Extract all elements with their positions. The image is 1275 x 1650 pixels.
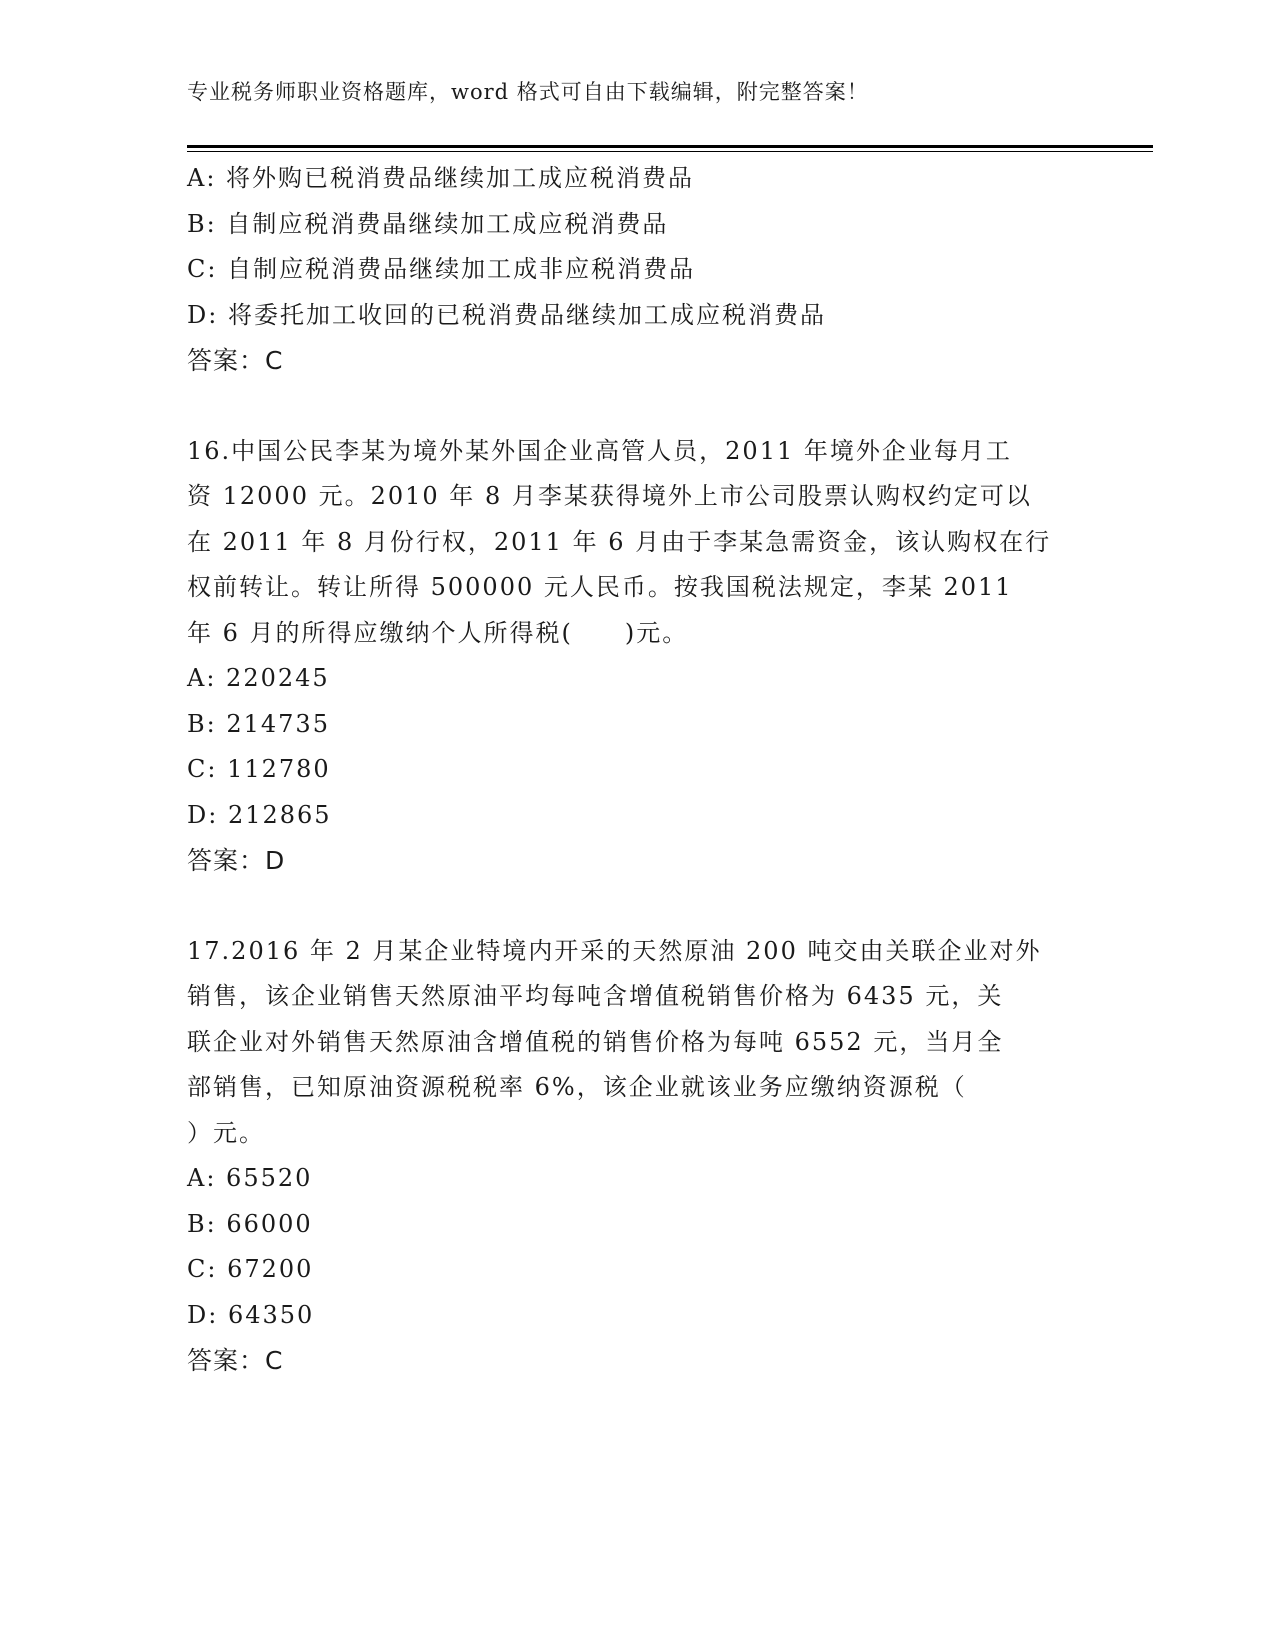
stem-line: 部销售，已知原油资源税税率 6%，该企业就该业务应缴纳资源税（ xyxy=(187,1073,967,1101)
header-note: 专业税务师职业资格题库，word 格式可自由下载编辑，附完整答案！ xyxy=(187,80,869,104)
stem-line: 17.2016 年 2 月某企业特境内开采的天然原油 200 吨交由关联企业对外 xyxy=(187,936,1042,965)
header-rule-thick xyxy=(187,145,1153,148)
stem-line: 16.中国公民李某为境外某外国企业高管人员，2011 年境外企业每月工 xyxy=(187,436,1012,465)
spacer xyxy=(187,884,1087,929)
spacer xyxy=(187,384,1087,429)
option-c: C: 112780 xyxy=(187,755,331,783)
question-17 xyxy=(187,929,1087,1384)
answer-line: 答案：C xyxy=(187,1346,284,1375)
option-a: A: 220245 xyxy=(187,664,330,692)
stem-line: 联企业对外销售天然原油含增值税的销售价格为每吨 6552 元，当月全 xyxy=(187,1027,1004,1056)
stem-line: 销售，该企业销售天然原油平均每吨含增值税销售价格为 6435 元，关 xyxy=(187,982,1004,1010)
question-stem xyxy=(187,429,1067,657)
question-16 xyxy=(187,429,1087,884)
answer-line: 答案：C xyxy=(187,346,284,375)
option-b: B: 自制应税消费晶继续加工成应税消费品 xyxy=(187,209,669,238)
option-d: D: 将委托加工收回的已税消费品继续加工成应税消费品 xyxy=(187,300,826,329)
stem-line: 资 12000 元。2010 年 8 月李某获得境外上市公司股票认购权约定可以 xyxy=(187,482,1032,510)
option-c: C: 67200 xyxy=(187,1255,314,1283)
question-15 xyxy=(187,156,1087,384)
option-a: A: 将外购已税消费品继续加工成应税消费品 xyxy=(187,164,695,192)
question-content xyxy=(187,156,1087,1384)
option-b: B: 66000 xyxy=(187,1209,313,1238)
stem-line: 在 2011 年 8 月份行权，2011 年 6 月由于李某急需资金，该认购权在行 xyxy=(187,527,1052,556)
option-b: B: 214735 xyxy=(187,709,330,738)
answer-line: 答案：D xyxy=(187,846,286,875)
option-d: D: 64350 xyxy=(187,1300,315,1329)
stem-line: ）元。 xyxy=(187,1118,265,1147)
option-c: C: 自制应税消费品继续加工成非应税消费品 xyxy=(187,255,696,283)
stem-line: 权前转让。转让所得 500000 元人民币。按我国税法规定，李某 2011 xyxy=(187,573,1013,601)
option-a: A: 65520 xyxy=(187,1164,313,1192)
header-rule-thin xyxy=(187,151,1153,152)
question-stem xyxy=(187,929,1067,1157)
option-d: D: 212865 xyxy=(187,800,332,829)
stem-line: 年 6 月的所得应缴纳个人所得税( )元。 xyxy=(187,618,689,647)
